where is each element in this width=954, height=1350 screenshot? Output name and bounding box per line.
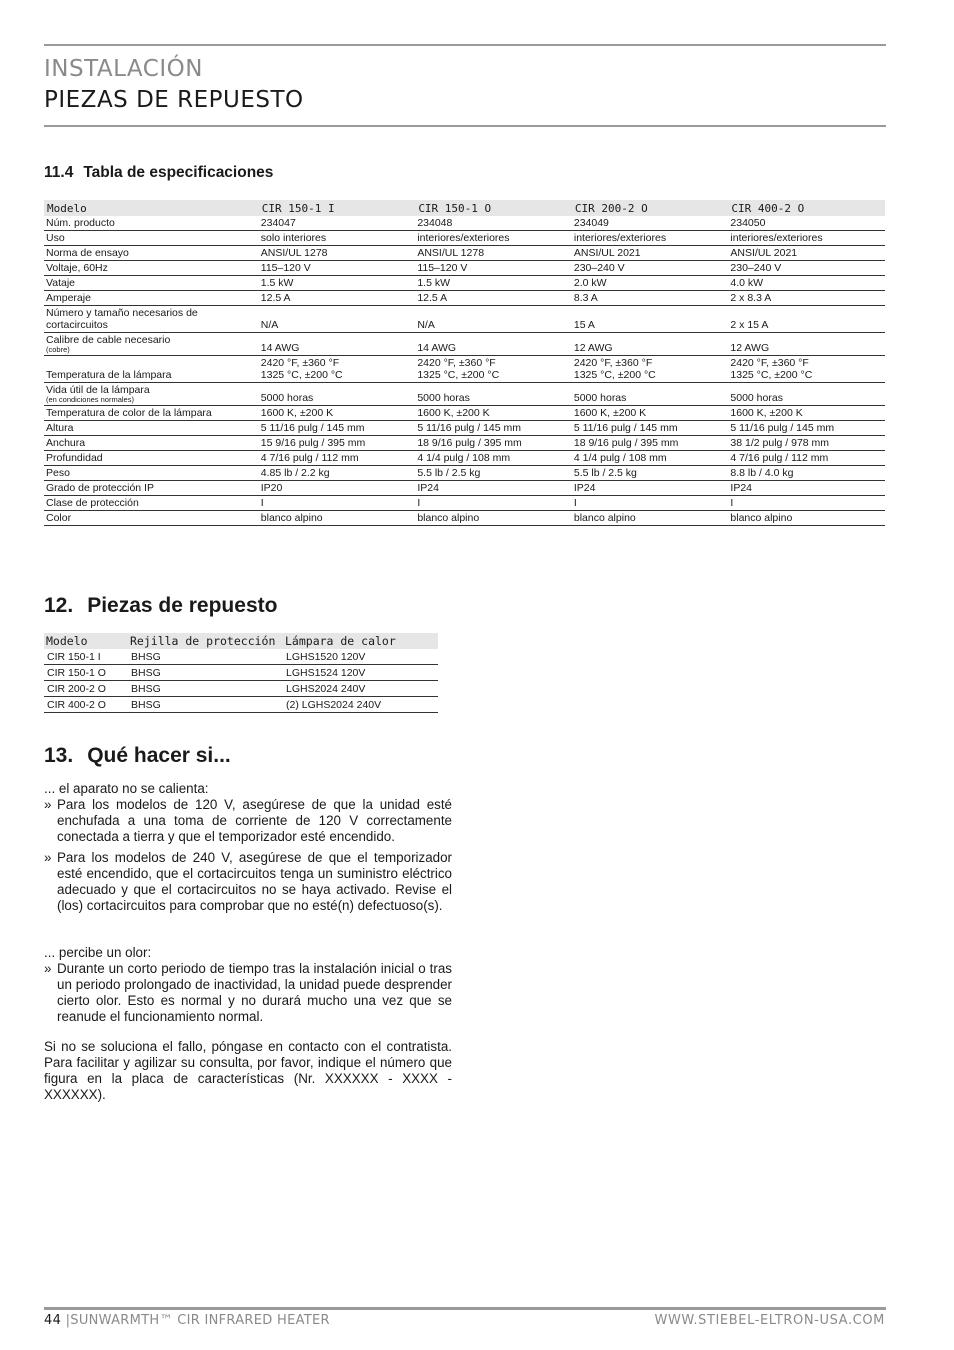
spec-cell: 14 AWG xyxy=(415,333,572,356)
spec-cell: 5000 horas xyxy=(415,383,572,406)
spec-col-header: CIR 400-2 O xyxy=(728,200,885,216)
spec-cell: interiores/exteriores xyxy=(728,231,885,246)
spec-cell: 5 11/16 pulg / 145 mm xyxy=(415,421,572,436)
spec-row xyxy=(44,496,885,511)
section-13-heading xyxy=(44,744,231,768)
footer-product: SUNWARMTH™ CIR INFRARED HEATER xyxy=(70,1313,330,1328)
parts-row xyxy=(44,681,438,697)
spec-cell: 2420 °F, ±360 °F 1325 °C, ±200 °C xyxy=(572,356,729,383)
spec-col-header: Modelo xyxy=(44,200,259,216)
spec-cell: I xyxy=(728,496,885,511)
case-intro: ... percibe un olor: xyxy=(44,945,152,960)
parts-cell: CIR 150-1 I xyxy=(44,649,128,665)
spec-row xyxy=(44,466,885,481)
spec-cell: I xyxy=(415,496,572,511)
spec-cell: N/A xyxy=(259,306,416,333)
spec-cell: 2420 °F, ±360 °F 1325 °C, ±200 °C xyxy=(415,356,572,383)
spec-cell: 4 7/16 pulg / 112 mm xyxy=(728,451,885,466)
spec-cell: 1.5 kW xyxy=(259,276,416,291)
specifications-table xyxy=(44,200,885,526)
parts-col-header: Lámpara de calor xyxy=(283,633,438,649)
spec-row-label xyxy=(44,291,259,306)
spec-row-label xyxy=(44,261,259,276)
spec-cell: blanco alpino xyxy=(572,511,729,526)
parts-col-header: Rejilla de protección xyxy=(128,633,283,649)
spec-cell: 18 9/16 pulg / 395 mm xyxy=(572,436,729,451)
spec-row xyxy=(44,436,885,451)
spec-row-label xyxy=(44,466,259,481)
spec-row xyxy=(44,511,885,526)
header-top-rule xyxy=(44,44,886,46)
spec-row-label xyxy=(44,216,259,231)
header-chapter: INSTALACIÓN xyxy=(44,56,203,82)
parts-cell: LGHS2024 240V xyxy=(283,681,438,697)
spec-cell: 12.5 A xyxy=(415,291,572,306)
spec-label-note: (cobre) xyxy=(46,345,70,354)
spec-cell: I xyxy=(572,496,729,511)
parts-header-row xyxy=(44,633,438,649)
spec-cell: 2.0 kW xyxy=(572,276,729,291)
spec-label-text: Peso xyxy=(46,467,70,479)
spec-cell: 12 AWG xyxy=(572,333,729,356)
spec-cell: 115–120 V xyxy=(259,261,416,276)
spec-cell: 12 AWG xyxy=(728,333,885,356)
bullet-item: » Para los modelos de 240 V, asegúrese de que el temporizador esté encendido, que el cortacircuitos tenga un suministro eléctrico adecuado y que el cortacircuitos no se haya activado. Revise el (los) cortacircuitos para comprobar que no esté(n) defectuoso(s). xyxy=(44,850,452,914)
header-title: PIEZAS DE REPUESTO xyxy=(44,87,304,113)
spec-row xyxy=(44,291,885,306)
spec-label-text: Temperatura de color de la lámpara xyxy=(46,407,212,419)
spec-cell: ANSI/UL 1278 xyxy=(259,246,416,261)
spec-row-label xyxy=(44,406,259,421)
spec-col-header: CIR 150-1 I xyxy=(259,200,416,216)
spec-row xyxy=(44,216,885,231)
troubleshooting-odor xyxy=(44,945,452,1025)
page-number: 44 xyxy=(44,1313,62,1328)
spec-label-text: Grado de protección IP xyxy=(46,482,154,494)
spec-cell: 1600 K, ±200 K xyxy=(259,406,416,421)
footer-website: WWW.STIEBEL-ELTRON-USA.COM xyxy=(654,1313,885,1328)
case-intro: ... el aparato no se calienta: xyxy=(44,781,209,796)
spec-cell: 12.5 A xyxy=(259,291,416,306)
bullet-item: » Durante un corto periodo de tiempo tras la instalación inicial o tras un periodo prolongado de inactividad, la unidad puede desprender cierto olor. Esto es normal y no durará mucho una vez que se reanude el funcionamiento normal. xyxy=(44,961,452,1025)
spec-row-label xyxy=(44,496,259,511)
section-title: Qué hacer si... xyxy=(87,744,231,767)
section-11-4-heading xyxy=(44,164,273,182)
spec-row xyxy=(44,333,885,356)
spec-cell: 5 11/16 pulg / 145 mm xyxy=(572,421,729,436)
spec-row xyxy=(44,356,885,383)
spec-cell: solo interiores xyxy=(259,231,416,246)
spec-cell: 5000 horas xyxy=(728,383,885,406)
spec-cell: 38 1/2 pulg / 978 mm xyxy=(728,436,885,451)
spec-cell: 5 11/16 pulg / 145 mm xyxy=(728,421,885,436)
spec-cell: 5.5 lb / 2.5 kg xyxy=(572,466,729,481)
spec-cell: blanco alpino xyxy=(259,511,416,526)
footer-separator: | xyxy=(65,1313,71,1328)
parts-cell: BHSG xyxy=(128,649,283,665)
spec-row-label xyxy=(44,356,259,383)
spec-col-header: CIR 150-1 O xyxy=(415,200,572,216)
spec-cell: 4 7/16 pulg / 112 mm xyxy=(259,451,416,466)
parts-cell: CIR 400-2 O xyxy=(44,697,128,713)
spec-label-text: Anchura xyxy=(46,437,86,449)
spec-label-text: Núm. producto xyxy=(46,217,115,229)
spec-cell: 1600 K, ±200 K xyxy=(728,406,885,421)
parts-col-header: Modelo xyxy=(44,633,128,649)
bullet-item: » Para los modelos de 120 V, asegúrese de que la unidad esté enchufada a una toma de corriente de 120 V correctamente conectada a tierra y que el temporizador esté encendido. xyxy=(44,797,452,845)
spec-label-text: Temperatura de la lámpara xyxy=(46,369,172,381)
spec-row-label xyxy=(44,306,259,333)
spec-label-text: Amperaje xyxy=(46,292,91,304)
spec-cell: 4 1/4 pulg / 108 mm xyxy=(572,451,729,466)
spec-cell: blanco alpino xyxy=(728,511,885,526)
spec-row xyxy=(44,276,885,291)
spec-label-text: Clase de protección xyxy=(46,497,139,509)
spec-cell: I xyxy=(259,496,416,511)
spec-cell: 2 x 8.3 A xyxy=(728,291,885,306)
section-number: 12. xyxy=(44,594,74,617)
spec-row xyxy=(44,261,885,276)
parts-cell: BHSG xyxy=(128,665,283,681)
spec-cell: 115–120 V xyxy=(415,261,572,276)
spec-cell: IP20 xyxy=(259,481,416,496)
spec-cell: 4.0 kW xyxy=(728,276,885,291)
spec-cell: 2420 °F, ±360 °F 1325 °C, ±200 °C xyxy=(259,356,416,383)
footer-rule xyxy=(44,1307,886,1310)
spec-col-header: CIR 200-2 O xyxy=(572,200,729,216)
spec-row xyxy=(44,383,885,406)
spec-cell: 4.85 lb / 2.2 kg xyxy=(259,466,416,481)
spec-row xyxy=(44,306,885,333)
header-bottom-rule xyxy=(44,125,886,127)
spec-row-label xyxy=(44,511,259,526)
spec-cell: 234050 xyxy=(728,216,885,231)
spec-cell: 234048 xyxy=(415,216,572,231)
section-number: 11.4 xyxy=(44,164,74,181)
spec-cell: interiores/exteriores xyxy=(415,231,572,246)
spec-cell: 2420 °F, ±360 °F 1325 °C, ±200 °C xyxy=(728,356,885,383)
parts-row xyxy=(44,665,438,681)
spec-row-label xyxy=(44,451,259,466)
section-title: Tabla de especificaciones xyxy=(83,164,274,181)
spec-label-note: (en condiciones normales) xyxy=(46,395,134,404)
spec-row xyxy=(44,406,885,421)
closing-paragraph: Si no se soluciona el fallo, póngase en contacto con el contratista. Para facilitar y agilizar su consulta, por favor, indique el número que figura en la placa de características (Nr. XXXXXX - XXXX - XXXXXX). xyxy=(44,1039,452,1102)
spare-parts-table xyxy=(44,633,438,713)
spec-row-label xyxy=(44,436,259,451)
parts-row xyxy=(44,697,438,713)
section-12-heading xyxy=(44,594,277,618)
spec-row xyxy=(44,246,885,261)
spec-cell: 2 x 15 A xyxy=(728,306,885,333)
spec-label-text: Norma de ensayo xyxy=(46,247,129,259)
spec-cell: ANSI/UL 2021 xyxy=(728,246,885,261)
spec-label-text: Profundidad xyxy=(46,452,103,464)
spec-cell: ANSI/UL 2021 xyxy=(572,246,729,261)
section-title: Piezas de repuesto xyxy=(87,594,278,617)
spec-cell: 234049 xyxy=(572,216,729,231)
spec-cell: 234047 xyxy=(259,216,416,231)
spec-label-text: Uso xyxy=(46,232,65,244)
spec-cell: 8.3 A xyxy=(572,291,729,306)
spec-row-label xyxy=(44,421,259,436)
section-number: 13. xyxy=(44,744,74,767)
spec-cell: 4 1/4 pulg / 108 mm xyxy=(415,451,572,466)
parts-cell: LGHS1524 120V xyxy=(283,665,438,681)
spec-row xyxy=(44,421,885,436)
parts-row xyxy=(44,649,438,665)
parts-cell: BHSG xyxy=(128,681,283,697)
spec-cell: 5000 horas xyxy=(572,383,729,406)
spec-header-row xyxy=(44,200,885,216)
spec-cell: 230–240 V xyxy=(572,261,729,276)
spec-row xyxy=(44,231,885,246)
spec-label-text: Calibre de cable necesario xyxy=(46,334,171,346)
parts-cell: BHSG xyxy=(128,697,283,713)
spec-row-label xyxy=(44,333,259,356)
spec-cell: ANSI/UL 1278 xyxy=(415,246,572,261)
footer-left xyxy=(44,1313,330,1328)
spec-cell: 18 9/16 pulg / 395 mm xyxy=(415,436,572,451)
spec-cell: IP24 xyxy=(572,481,729,496)
spec-row xyxy=(44,481,885,496)
spec-label-text: Vataje xyxy=(46,277,75,289)
spec-row-label xyxy=(44,246,259,261)
spec-cell: 5000 horas xyxy=(259,383,416,406)
parts-cell: CIR 200-2 O xyxy=(44,681,128,697)
spec-cell: 15 A xyxy=(572,306,729,333)
spec-label-text: Color xyxy=(46,512,72,524)
spec-label-text: Vida útil de la lámpara xyxy=(46,384,150,396)
spec-cell: interiores/exteriores xyxy=(572,231,729,246)
spec-label-text: Altura xyxy=(46,422,74,434)
spec-row-label xyxy=(44,481,259,496)
parts-cell: CIR 150-1 O xyxy=(44,665,128,681)
spec-cell: 1600 K, ±200 K xyxy=(572,406,729,421)
spec-cell: 1600 K, ±200 K xyxy=(415,406,572,421)
spec-row-label xyxy=(44,276,259,291)
parts-cell: (2) LGHS2024 240V xyxy=(283,697,438,713)
spec-cell: 15 9/16 pulg / 395 mm xyxy=(259,436,416,451)
spec-cell: 8.8 lb / 4.0 kg xyxy=(728,466,885,481)
spec-cell: 5 11/16 pulg / 145 mm xyxy=(259,421,416,436)
parts-cell: LGHS1520 120V xyxy=(283,649,438,665)
troubleshooting-no-heat xyxy=(44,781,452,914)
spec-row-label xyxy=(44,231,259,246)
spec-cell: IP24 xyxy=(415,481,572,496)
spec-cell: N/A xyxy=(415,306,572,333)
spec-cell: 230–240 V xyxy=(728,261,885,276)
spec-cell: IP24 xyxy=(728,481,885,496)
spec-row xyxy=(44,451,885,466)
spec-cell: 14 AWG xyxy=(259,333,416,356)
spec-label-text: Número y tamaño necesarios de cortacircuitos xyxy=(46,307,198,331)
spec-cell: blanco alpino xyxy=(415,511,572,526)
spec-cell: 1.5 kW xyxy=(415,276,572,291)
spec-row-label xyxy=(44,383,259,406)
spec-label-text: Voltaje, 60Hz xyxy=(46,262,108,274)
spec-cell: 5.5 lb / 2.5 kg xyxy=(415,466,572,481)
